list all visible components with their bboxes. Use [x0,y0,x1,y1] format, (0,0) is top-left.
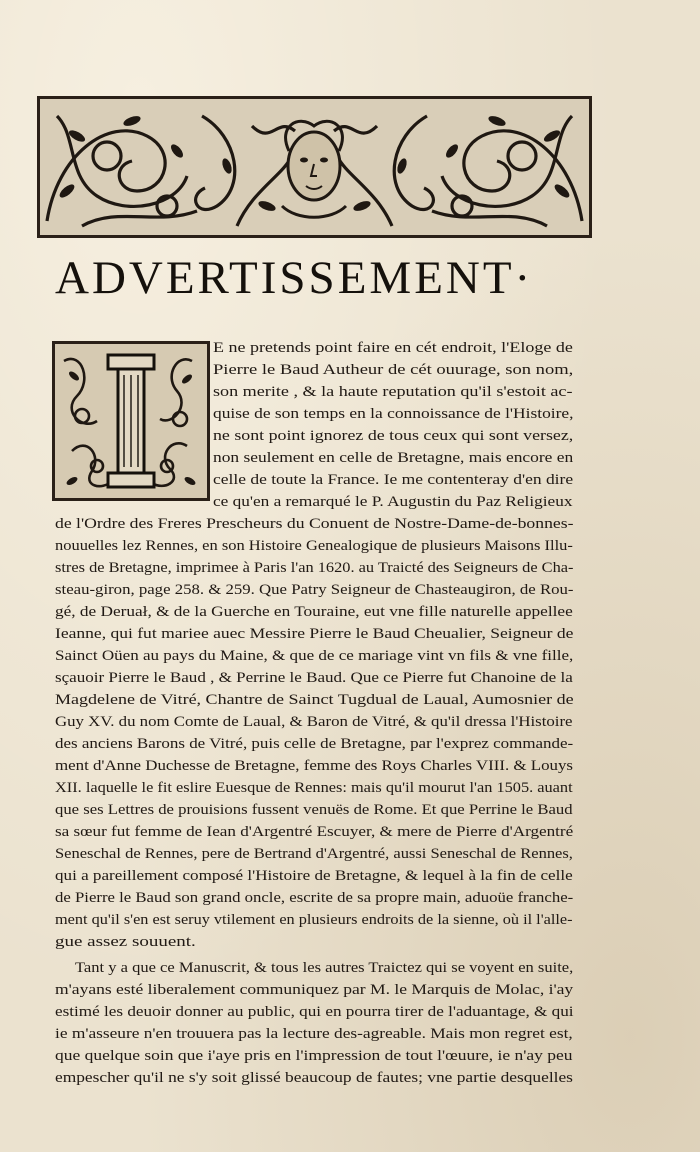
text-line: Seneschal de Rennes, pere de Bertrand d'Argentré, aussi Seneschal de Rennes, [55,845,573,862]
text-line: sa sœur fut femme de Iean d'Argentré Escuyer, & mere de Pierre d'Argentré [55,823,574,840]
text-line: que ses Lettres de prouisions fussent venuës de Rome. Et que Perrine le Baud [55,801,573,818]
text-line: sçauoir Pierre le Baud , & Perrine le Baud. Que ce Pierre fut Chanoine de la [55,669,573,686]
text-line: ment d'Anne Duchesse de Bretagne, femme des Roys Charles VIII. & Louys [55,757,574,774]
text-line: son merite , & la haute reputation qu'il s'estoit ac- [213,383,573,400]
decorated-initial-letter [52,341,210,501]
text-line: de Pierre le Baud son grand oncle, escrite de sa propre main, aduoüe franche- [55,889,574,906]
text-line: ce qu'en a remarqué le P. Augustin du Paz Religieux [213,493,573,510]
text-line: quise de son temps en la connoissance de l'Histoire, [213,405,574,422]
text-line: des anciens Barons de Vitré, puis celle de Bretagne, par l'exprez commande- [55,735,574,752]
text-line: m'ayans esté liberalement communiquez par M. le Marquis de Molac, i'ay [55,981,574,998]
text-line: que quelque soin que i'aye pris en l'impression de tout l'œuure, ie n'ay peu [55,1047,573,1064]
text-line: estimé les deuoir donner au public, qui en pourra tirer de l'aduantage, & qui [55,1003,574,1020]
text-line: Magdelene de Vitré, Chantre de Sainct Tugdual de Laual, Aumosnier de [55,691,574,708]
text-line: qui a pareillement composé l'Histoire de Bretagne, & lequel à la fin de celle [55,867,573,884]
text-line: steau-giron, page 258. & 259. Que Patry Seigneur de Chasteaugiron, de Rou- [55,581,574,598]
text-line: Ieanne, qui fut mariee auec Messire Pierre le Baud Cheualier, Seigneur de [55,625,574,642]
text-line: XII. laquelle le fit eslire Euesque de Rennes: mais qu'il mourut l'an 1505. auant [55,779,573,796]
text-line: gé, de Deruał, & de la Guerche en Touraine, eut vne fille naturelle appellee [55,603,573,620]
page-title: ADVERTISSEMENT· [55,252,534,304]
text-line: Sainct Oüen au pays du Maine, & que de ce mariage vint vn fils & vne fille, [55,647,574,664]
text-line: gue assez souuent. [55,933,196,950]
text-line: non seulement en celle de Bretagne, mais encore en [213,449,574,466]
ornamental-headpiece [37,96,592,238]
text-line: Guy XV. du nom Comte de Laual, & Baron de Vitré, & qu'il dressa l'Histoire [55,713,573,730]
text-line: celle de toute la France. Ie me contenteray d'en dire [213,471,574,488]
text-line: nouuelles lez Rennes, en son Histoire Genealogique de plusieurs Maisons Illu- [55,537,573,554]
text-line: stres de Bretagne, imprimee à Paris l'an 1620. au Traicté des Seigneurs de Cha- [55,559,574,576]
text-line: Tant y a que ce Manuscrit, & tous les autres Traictez qui se voyent en suite, [75,959,574,976]
text-line: E ne pretends point faire en cét endroit, l'Eloge de [213,339,573,356]
text-line: ne sont point ignorez de tous ceux qui sont versez, [213,427,574,444]
text-line: de l'Ordre des Freres Prescheurs du Conuent de Nostre-Dame-de-bonnes- [55,515,574,532]
text-line: empescher qu'il ne s'y soit glissé beaucoup de fautes; vne partie desquelles [55,1069,573,1086]
text-line: ie m'asseure n'en trouuera pas la lecture des-agreable. Mais mon regret est, [55,1025,573,1042]
text-line: ment qu'il s'en est seruy vtilement en plusieurs endroits de la sienne, où il l'alle- [55,911,573,928]
text-line: Pierre le Baud Autheur de cét ouurage, son nom, [213,361,574,378]
